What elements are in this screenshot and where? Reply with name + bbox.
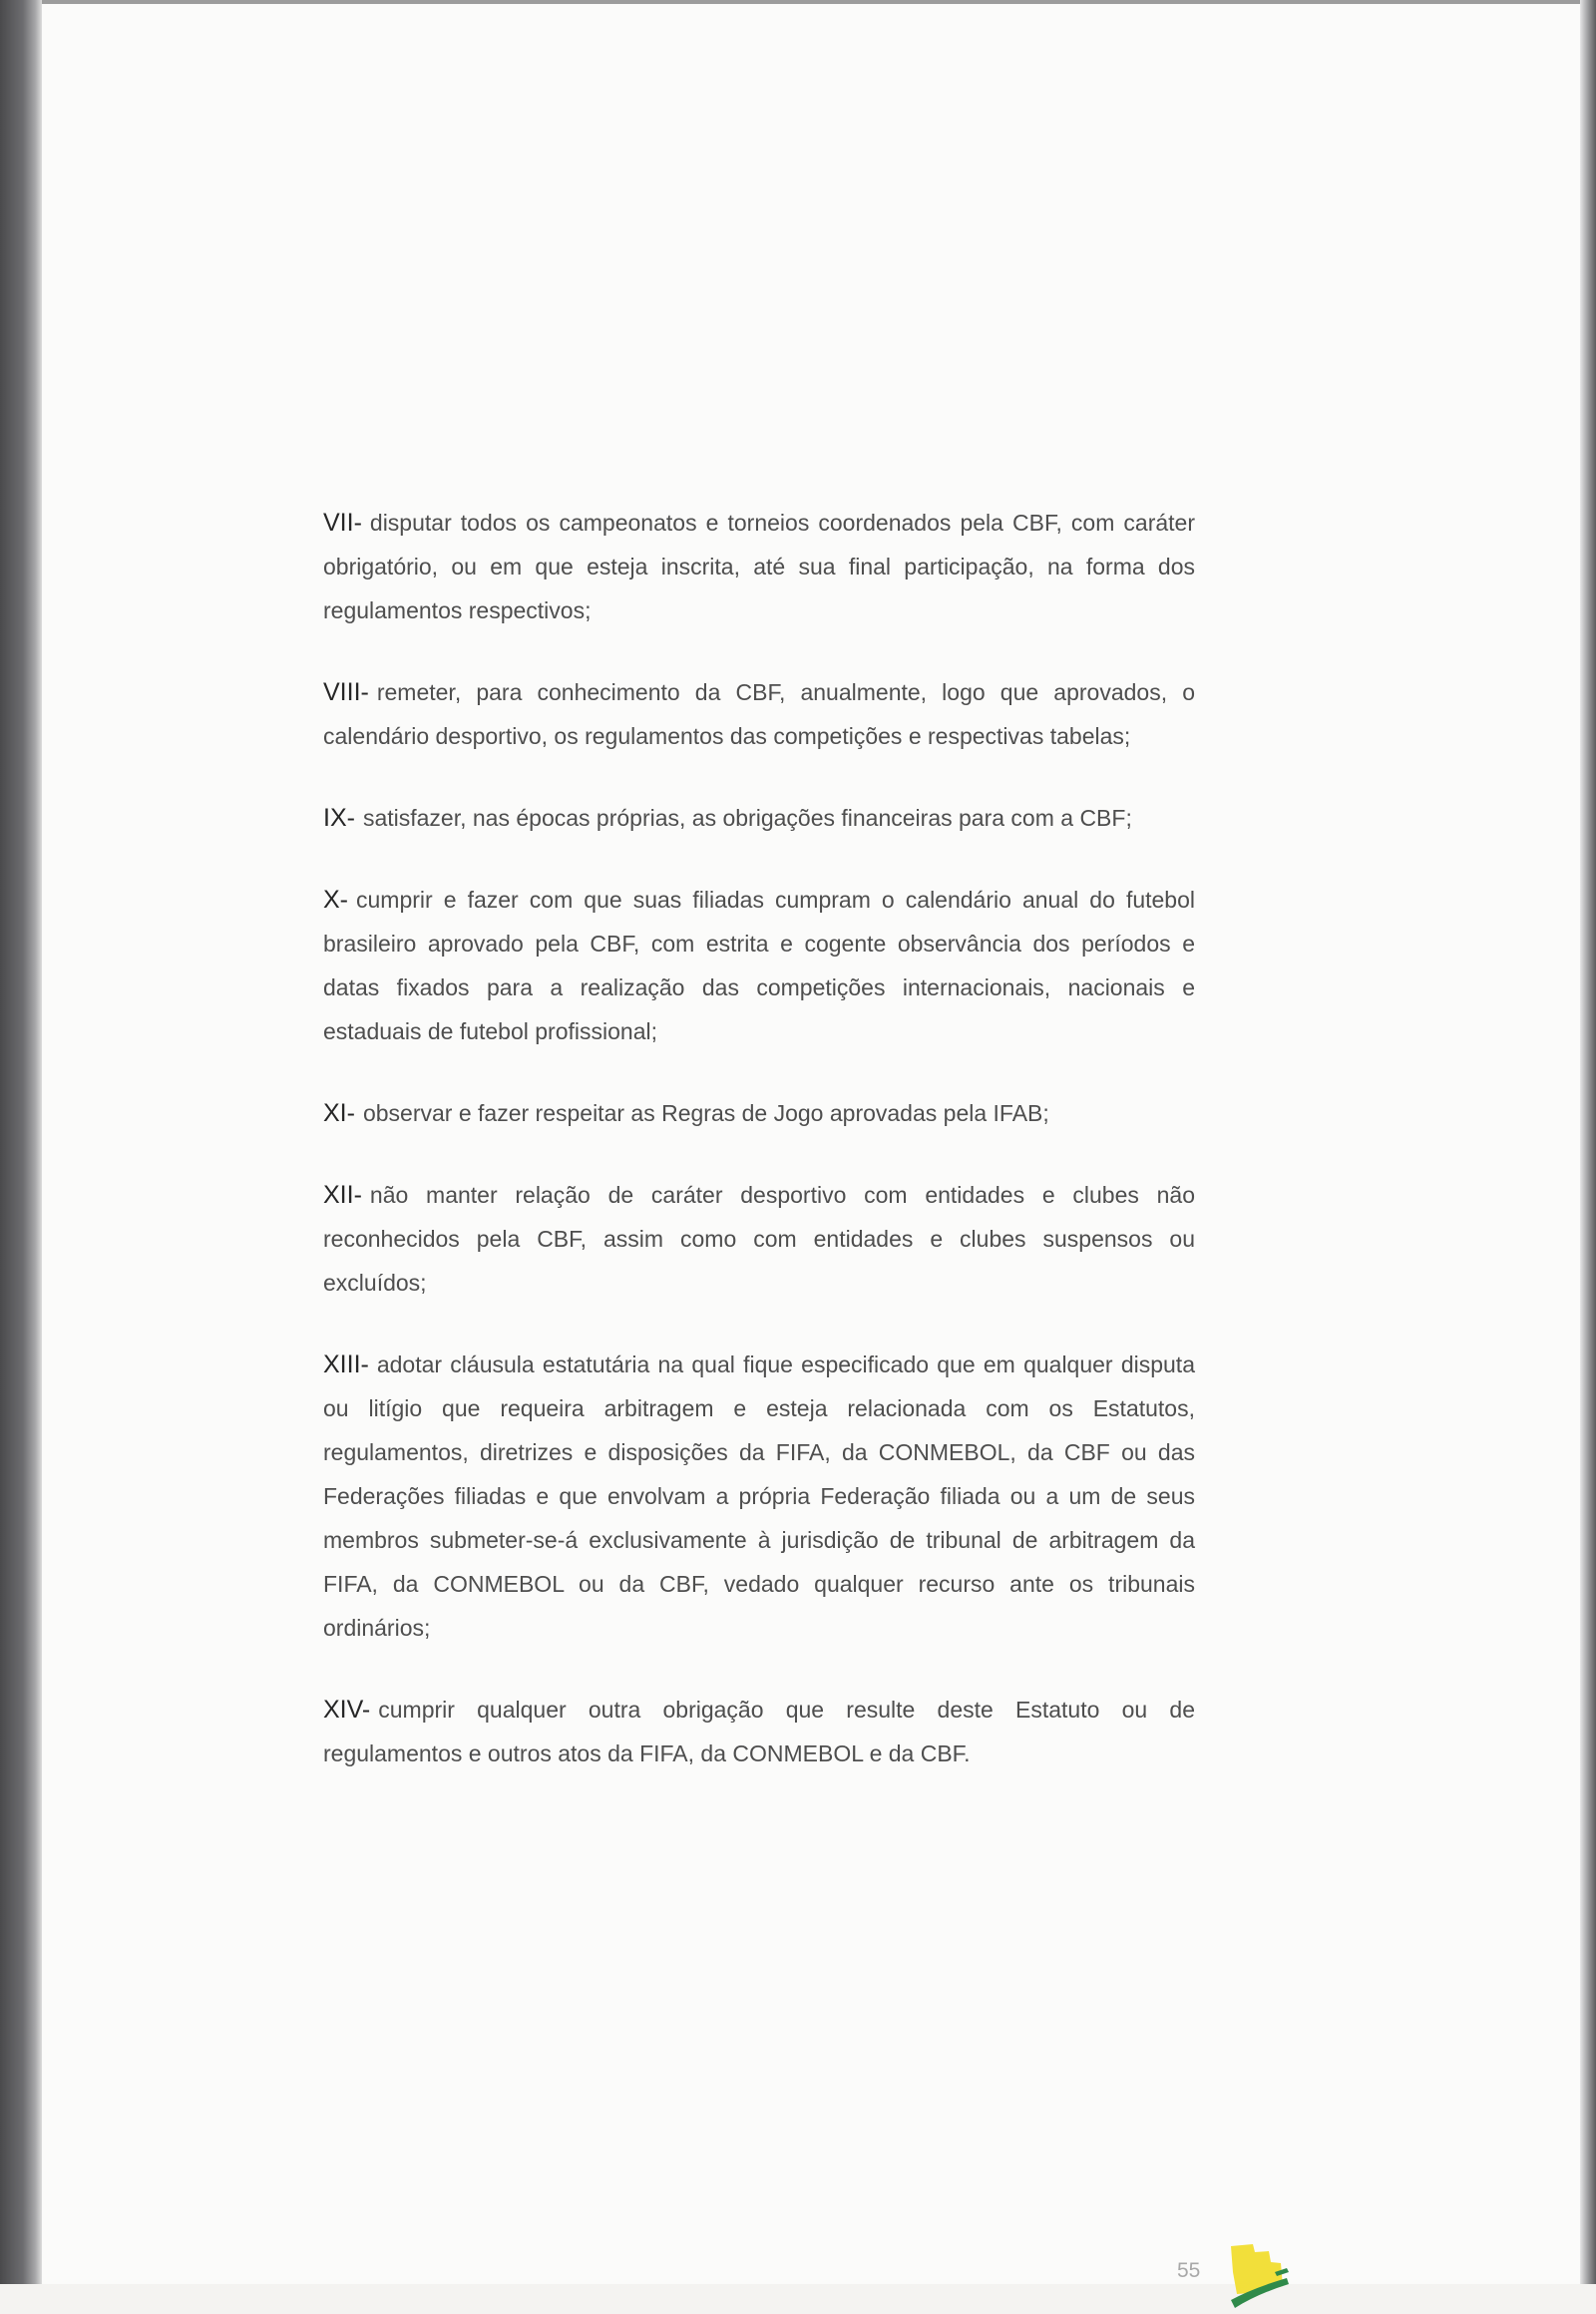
- item-text: satisfazer, nas épocas próprias, as obrigações financeiras para com a CBF;: [362, 805, 1132, 831]
- item-x: [323, 878, 1195, 1053]
- item-xii: [323, 1173, 1195, 1305]
- item-vii: [323, 501, 1195, 632]
- item-numeral: XIII-: [323, 1350, 369, 1378]
- cbf-emblem-icon: [1223, 2242, 1295, 2314]
- item-numeral: VIII-: [323, 678, 369, 706]
- item-text: disputar todos os campeonatos e torneios coordenados pela CBF, com caráter obrigatório, ou em que esteja inscrita, até sua final participação, na forma dos regulamentos respectivos;: [323, 510, 1195, 623]
- item-text: remeter, para conhecimento da CBF, anualmente, logo que aprovados, o calendário desportivo, os regulamentos das competições e respectivas tabelas;: [323, 679, 1195, 749]
- item-numeral: X-: [323, 886, 348, 914]
- item-numeral: IX-: [323, 804, 355, 832]
- item-text: observar e fazer respeitar as Regras de Jogo aprovadas pela IFAB;: [362, 1100, 1049, 1126]
- item-numeral: VII-: [323, 509, 362, 537]
- page-number: 55: [1177, 2259, 1201, 2282]
- item-text: adotar cláusula estatutária na qual fique especificado que em qualquer disputa ou litígio que requeira arbitragem e esteja relacionada com os Estatutos, regulamentos, diretrizes e disposições da FIFA, da CONMEBOL, da CBF ou das Federações filiadas e que envolvam a própria Federação filiada ou a um de seus membros submeter-se-á exclusivamente à jurisdição de tribunal de arbitragem da FIFA, da CONMEBOL ou da CBF, vedado qualquer recurso ante os tribunais ordinários;: [323, 1351, 1195, 1641]
- scan-binding-shadow: [0, 0, 42, 2284]
- item-xi: [323, 1091, 1195, 1135]
- item-ix: [323, 796, 1195, 840]
- item-viii: [323, 670, 1195, 758]
- item-text: cumprir e fazer com que suas filiadas cumpram o calendário anual do futebol brasileiro aprovado pela CBF, com estrita e cogente observância dos períodos e datas fixados para a realização das competições internacionais, nacionais e estaduais de futebol profissional;: [323, 887, 1195, 1044]
- item-text: não manter relação de caráter desportivo com entidades e clubes não reconhecidos pela CBF, assim como com entidades e clubes suspensos ou excluídos;: [323, 1182, 1195, 1296]
- item-numeral: XIV-: [323, 1696, 371, 1724]
- item-xiv: [323, 1688, 1195, 1775]
- item-text: cumprir qualquer outra obrigação que resulte deste Estatuto ou de regulamentos e outros atos da FIFA, da CONMEBOL e da CBF.: [323, 1697, 1195, 1766]
- item-numeral: XII-: [323, 1181, 362, 1209]
- article-items: [323, 501, 1195, 1813]
- item-numeral: XI-: [323, 1099, 355, 1127]
- scan-right-edge: [1580, 0, 1596, 2284]
- item-xiii: [323, 1343, 1195, 1650]
